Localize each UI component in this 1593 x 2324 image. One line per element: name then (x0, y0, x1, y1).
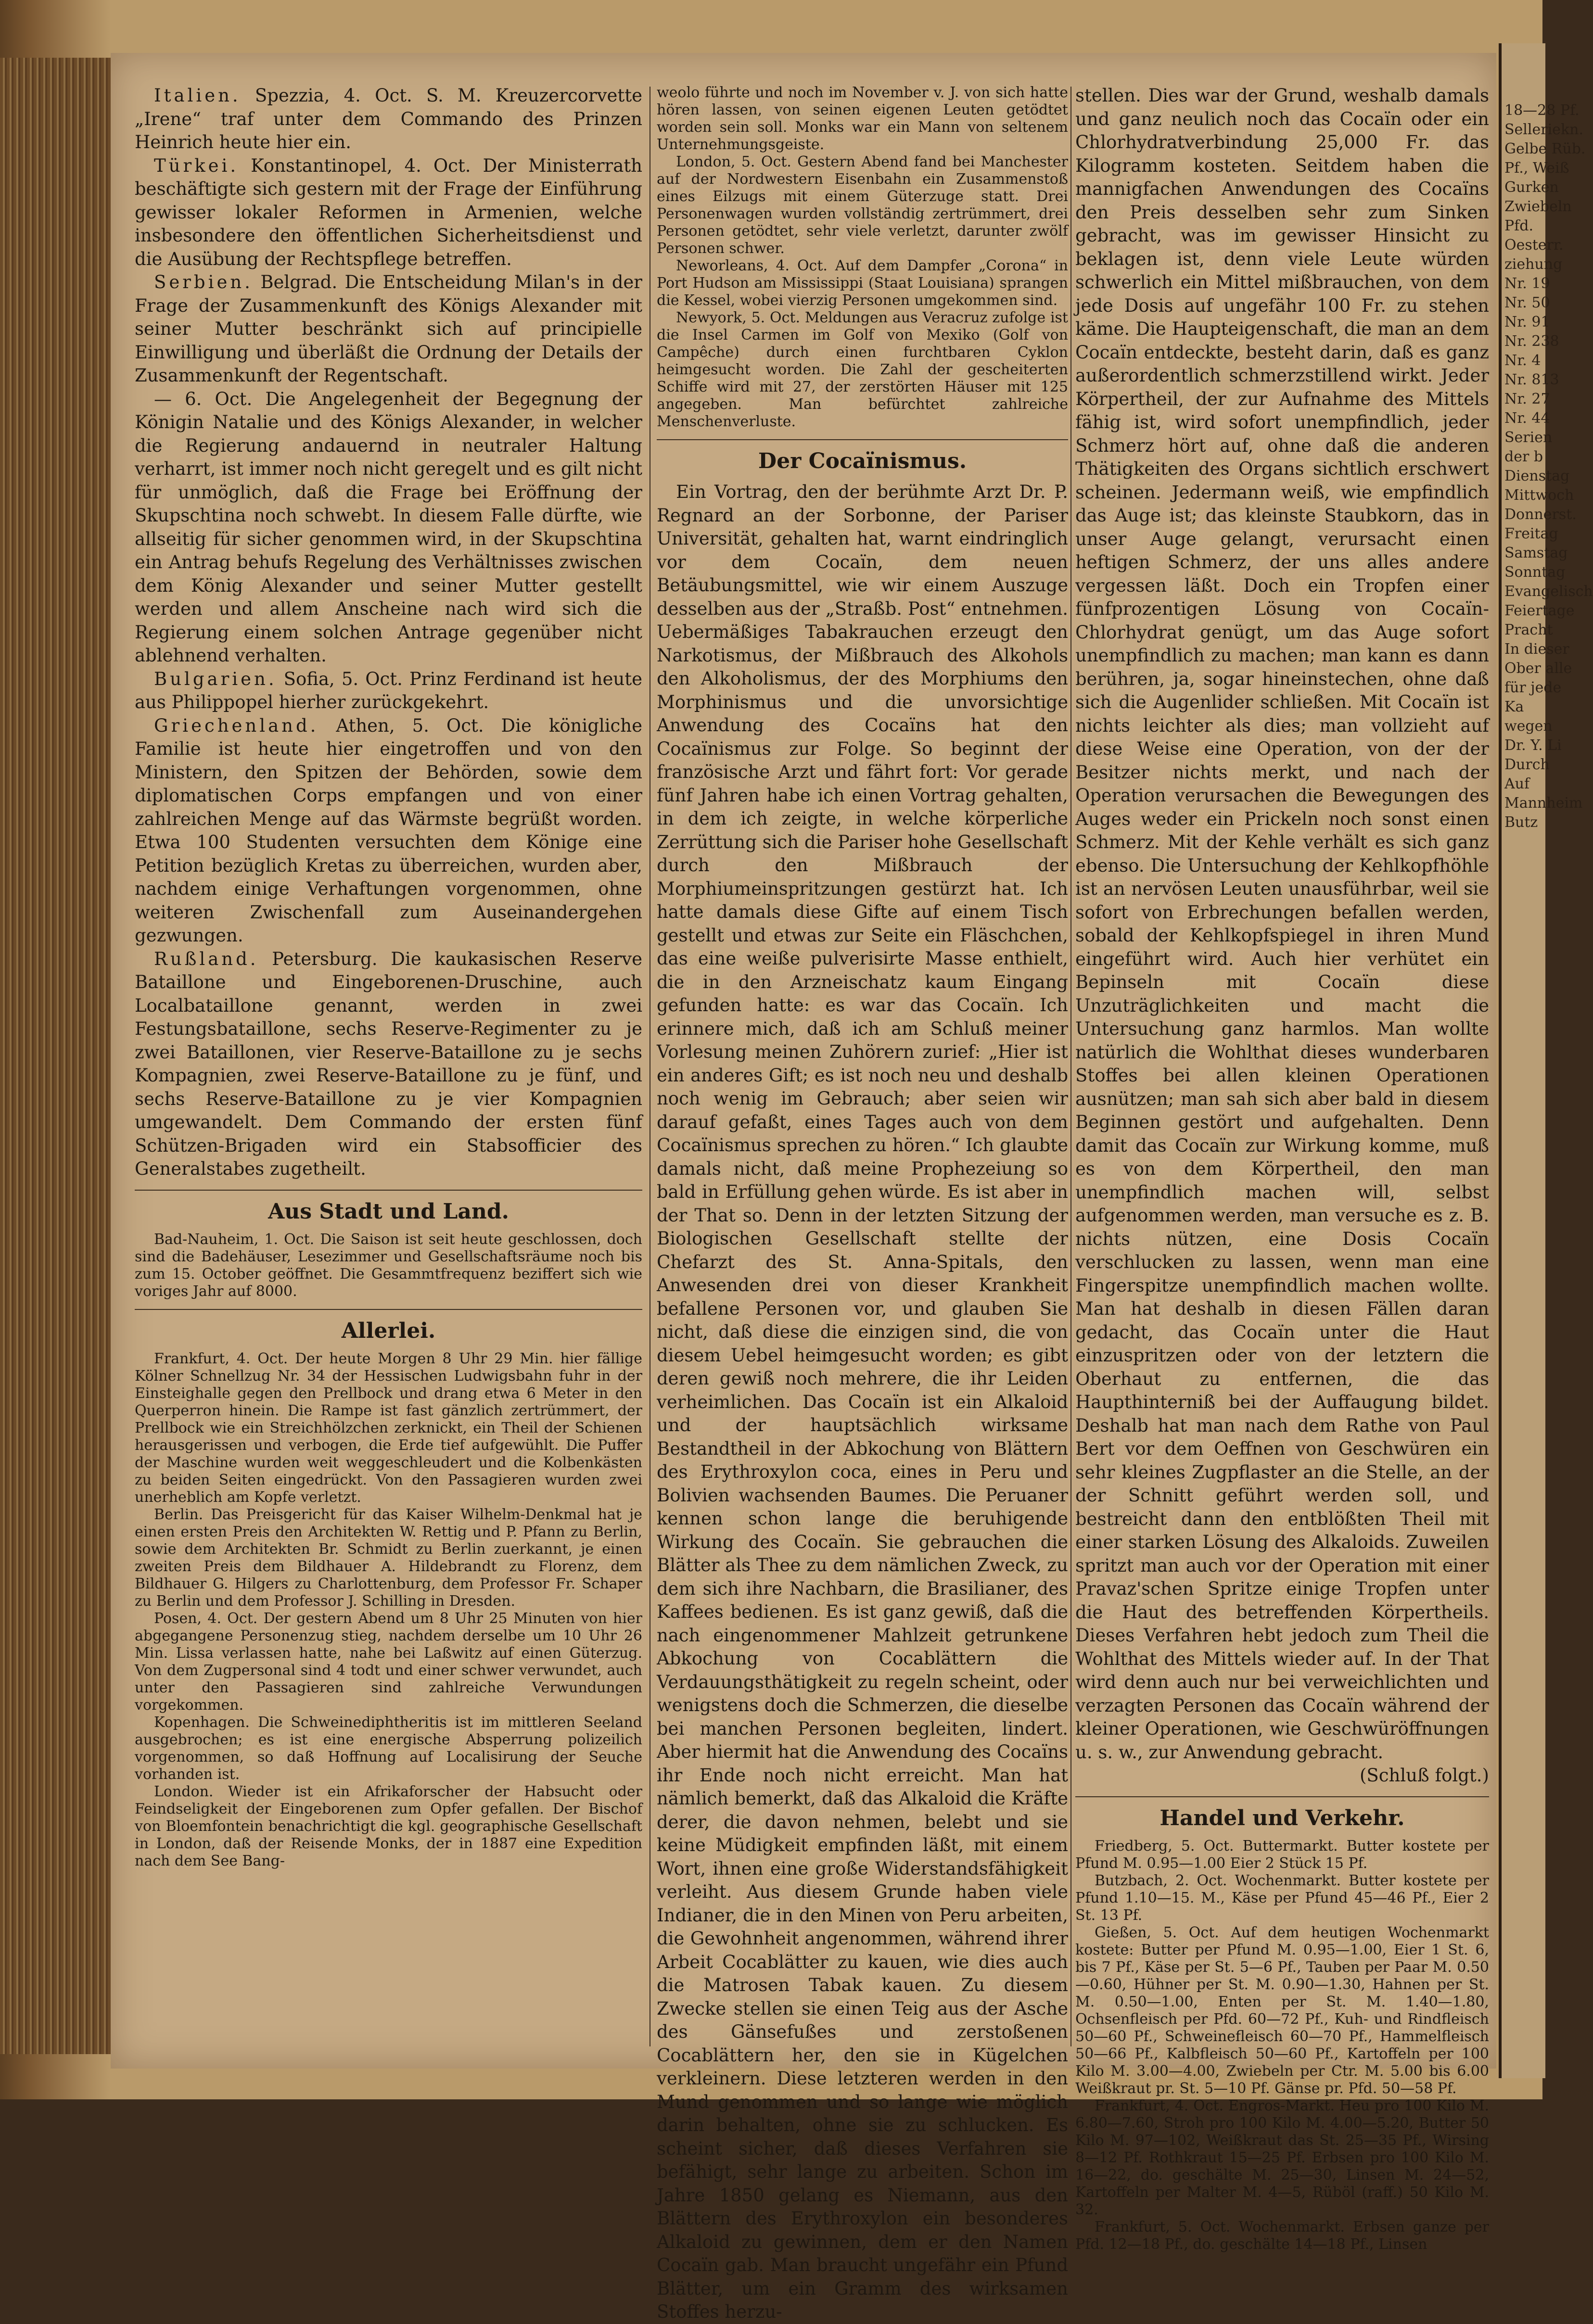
handel-items (1075, 1838, 1489, 2253)
margin-fragment: Serien (1504, 429, 1553, 446)
news-country: Serbien. (154, 272, 253, 292)
margin-fragment: In dieser (1504, 641, 1569, 658)
allerlei-item: London. Wieder ist ein Afrikaforscher der Habsucht oder Feindseligkeit der Eingeborenen zum Opfer gefallen. Der Bischof von Bloemfontein benachrichtigt die kgl. geographische Gesellschaft in London, daß der Reisende Monks, der in 1887 eine Expedition nach dem See Bang- (135, 1783, 642, 1869)
market-report: Butzbach, 2. Oct. Wochenmarkt. Butter kostete per Pfund 1.10—15. M., Käse per Pfund 45—46 Pf., Eier 2 St. 13 Pf. (1075, 1872, 1489, 1924)
allerlei-item: Berlin. Das Preisgericht für das Kaiser Wilhelm-Denkmal hat je einen ersten Preis den Architekten W. Rettig und P. Pfann zu Berlin, sowie dem Architekten Br. Schmidt zu Berlin zuerkannt, je einen zweiten Preis dem Bildhauer A. Hildebrandt zu Florenz, dem Bildhauer G. Hilgers zu Charlottenburg, dem Professor Fr. Schaper zu Berlin und dem Professor J. Schilling in Dresden. (135, 1506, 642, 1610)
news-item: Neworleans, 4. Oct. Auf dem Dampfer „Corona“ in Port Hudson am Mississippi (Staat Louisiana) sprangen die Kessel, wobei vierzig Personen umgekommen sind. (657, 257, 1068, 309)
margin-fragment: Feiertage (1504, 602, 1575, 619)
margin-fragment: Donnerst. (1504, 506, 1577, 523)
margin-fragment: Nr. 813 (1504, 371, 1559, 388)
margin-fragment: Ka (1504, 698, 1524, 715)
margin-fragment: Mittwoch (1504, 487, 1574, 504)
market-report: Frankfurt, 5. Oct. Wochenmarkt. Erbsen ganze per Pfd. 12—18 Pf., do. geschälte 14—18 Pf., Linsen (1075, 2218, 1489, 2253)
news-item: Newyork, 5. Oct. Meldungen aus Veracruz zufolge ist die Insel Carmen im Golf von Mexiko (Golf von Campêche) durch einen furchtbaren Cyklon heimgesucht worden. Die Zahl der gescheiterten Schiffe wird mit 27, der zerstörten Häuser mit 125 angegeben. Man befürchtet zahlreiche Menschenverluste. (657, 309, 1068, 430)
news-text: Sofia, 5. Oct. Prinz Ferdinand ist heute aus Philippopel hierher zurückgekehrt. (135, 668, 642, 712)
market-report: Friedberg, 5. Oct. Buttermarkt. Butter kostete per Pfund M. 0.95—1.00 Eier 2 Stück 15 Pf. (1075, 1837, 1489, 1872)
news-text: Athen, 5. Oct. Die königliche Familie ist heute hier eingetroffen und von den Ministern, den Spitzen der Behörden, sowie dem diplomatischen Corps empfangen und von einer zahlreichen Menge auf das Wärmste begrüßt worden. Etwa 100 Studenten versuchten dem Könige eine Petition bezüglich Kretas zu überreichen, wurden aber, nachdem einige Verhaftungen vorgenommen, ohne weiteren Zwischenfall zum Auseinandergehen gezwungen. (135, 715, 643, 946)
news-country: Bulgarien. (154, 668, 277, 689)
book-binding-edge (0, 58, 115, 2054)
news-text: — 6. Oct. Die Angelegenheit der Begegnung der Königin Natalie und des Königs Alexander, in welcher die Regierung andauernd in neutraler Haltung verharrt, ist immer noch nicht geregelt und es gilt nicht für unmöglich, daß die Frage bei Eröffnung der Skupschtina noch schwebt. In diesem Falle dürfte, wie allseitig für sicher genommen wird, in der Skupschtina ein Antrag behufs Regelung des Verhältnisses zwischen dem König Alexander und seiner Mutter gestellt werden und allem Anscheine nach wird sich die Regierung einem solchen Antrage gegenüber nicht ablehnend verhalten. (135, 388, 642, 666)
left-column (135, 84, 642, 2051)
news-item (135, 668, 642, 714)
news-item (135, 154, 642, 271)
article-heading: Der Cocaïnismus. (758, 449, 967, 473)
margin-fragment: Nr. 27 (1504, 391, 1550, 407)
section-divider (135, 1309, 642, 1310)
article-end-note: (Schluß folgt.) (1359, 1765, 1489, 1786)
allerlei-item: Kopenhagen. Die Schweinediphtheritis ist im mittleren Seeland ausgebrochen; es ist eine energische Absperrung polizeilich vorgenommen, so daß Hoffnung auf Localisirung der Seuche vorhanden ist. (135, 1714, 642, 1783)
news-country: Türkei. (154, 155, 239, 176)
margin-fragment: Nr. 91 (1504, 314, 1550, 330)
margin-fragment: 18—28 Pf. (1504, 102, 1580, 119)
adjacent-page-strip (1499, 43, 1593, 2078)
margin-fragment: Pracht (1504, 622, 1553, 638)
margin-fragment: Dienstag (1504, 468, 1570, 484)
margin-fragment: Nr. 44 (1504, 410, 1550, 427)
allerlei-item: Posen, 4. Oct. Der gestern Abend um 8 Uhr 25 Minuten von hier abgegangene Personenzug stieg, nachdem derselbe um 10 Uhr 26 Min. Lissa verlassen hatte, nahe bei Laßwitz auf einen Güterzug. Von dem Zugpersonal sind 4 todt und einer schwer verwundet, auch unter den Passagieren sind zahlreiche Verwundungen vorgekommen. (135, 1610, 642, 1714)
margin-fragment: Pfd. (1504, 217, 1534, 234)
foreign-news (135, 84, 642, 1181)
margin-fragment: Durch (1504, 756, 1550, 773)
section-divider (1075, 1796, 1489, 1797)
news-item (135, 714, 642, 948)
margin-fragment: Nr. 238 (1504, 333, 1559, 350)
aus-stadt-heading: Aus Stadt und Land. (268, 1199, 509, 1224)
margin-fragment: Zwiebeln (1504, 198, 1572, 215)
margin-fragment: Selleriekn. (1504, 121, 1583, 138)
right-column (1075, 84, 1489, 2253)
section-divider (657, 439, 1068, 440)
margin-fragment: Freitag (1504, 525, 1558, 542)
allerlei-continued (657, 84, 1068, 431)
margin-fragment: Butz (1504, 814, 1538, 831)
margin-fragment: ziehung (1504, 256, 1563, 273)
article-body: Ein Vortrag, den der berühmte Arzt Dr. P. Regnard an der Sorbonne, der Pariser Universität, gehalten hat, warnt eindringlich vor dem Cocaïn, dem neuen Betäubungsmittel, wie wir einem Auszuge desselben aus der „Straßb. Post“ entnehmen. Uebermäßiges Tabakrauchen erzeugt den Narkotismus, der Mißbrauch des Alkohols den Alkoholismus, der des Morphiums den Morphinismus und die unvorsichtige Anwendung des Cocaïns hat den Cocaïnismus zur Folge. So beginnt der französische Arzt und fährt fort: Vor gerade fünf Jahren habe ich einen Vortrag gehalten, in dem ich zeigte, in welche körperliche Zerrüttung sich die Pariser hohe Gesellschaft durch den Mißbrauch der Morphiumeinspritzungen gestürzt hat. Ich hatte damals diese Gifte auf einem Tisch gestellt und etwas zur Seite ein Fläschchen, das eine weiße pulverisirte Masse enthielt, die in den Arzneischatz kaum Eingang gefunden hatte: es war das Cocaïn. Ich erinnere mich, daß ich am Schluß meiner Vorlesung meinen Zuhörern zurief: „Hier ist ein anderes Gift; es ist noch neu und deshalb noch wenig im Gebrauch; aber seien wir darauf gefaßt, eines Tages auch von dem Cocaïnismus sprechen zu hören.“ Ich glaubte damals nicht, daß meine Prophezeiung so bald in Erfüllung gehen würde. Es ist aber in der That so. Denn in der letzten Sitzung der Biologischen Gesellschaft stellte der Chefarzt des St. Anna-Spitals, den Anwesenden drei von dieser Krankheit befallene Personen vor, und glauben Sie nicht, daß diese die einzigen sind, die von diesem Uebel heimgesucht worden; es gibt deren gewiß noch mehrere, die ihr Leiden verheimlichen. Das Cocaïn ist ein Alkaloid und der hauptsächlich wirksame Bestandtheil in der Abkochung von Blättern des Erythroxylon coca, eines in Peru und Bolivien wachsenden Baumes. Die Peruaner kennen schon lange die beruhigende Wirkung des Cocaïn. Sie gebrauchen die Blätter als Thee zu dem nämlichen Zweck, zu dem sich ihre Nachbarn, die Brasilianer, des Kaffees bedienen. Es ist ganz gewiß, daß die nach eingenommener Mahlzeit getrunkene Abkochung von Cocablättern die Verdauungsthätigkeit zu regeln scheint, oder wenigstens doch die Schmerzen, die dieselbe bei manchen Personen begleiten, lindert. Aber hiermit hat die Anwendung des Cocaïns ihr Ende noch nicht erreicht. Man hat nämlich bemerkt, daß das Alkaloid die Kräfte derer, die davon nehmen, belebt und sie keine Müdigkeit empfinden läßt, mit einem Wort, ihnen eine große Widerstandsfähigkeit verleiht. Aus diesem Grunde haben viele Indianer, die in den Minen von Peru arbeiten, die Gewohnheit angenommen, während ihrer Arbeit Cocablätter zu kauen, wie dies auch die Matrosen Tabak kauen. Zu diesem Zwecke stellen sie einen Teig aus der Asche des Gänsefußes und zerstoßenen Cocablättern her, den sie in Kügelchen verkleinern. Diese letzteren werden in den Mund genommen und so lange wie möglich darin behalten, ohne sie zu schlucken. Es scheint sicher, daß dieses Verfahren sie befähigt, sehr lange zu arbeiten. Schon im Jahre 1850 gelang es Niemann, aus den Blättern des Erythroxylon ein besonderes Alkaloid zu gewinnen, dem er den Namen Cocaïn gab. Man braucht ungefähr ein Pfund Blätter, um ein Gramm des wirksamen Stoffes herzu- (657, 482, 1068, 2322)
allerlei-heading: Allerlei. (341, 1318, 436, 1343)
news-item (135, 948, 642, 1181)
margin-fragment: Pf., Weiß (1504, 160, 1569, 177)
margin-fragment: Sonntag (1504, 564, 1566, 581)
allerlei-item: Frankfurt, 4. Oct. Der heute Morgen 8 Uhr 29 Min. hier fällige Kölner Schnellzug Nr. 34 der Hessischen Ludwigsbahn fuhr in der Einsteighalle gegen den Prellbock und drang etwa 6 Meter in den Querperron hinein. Die Rampe ist fast gänzlich zertrümmert, der Prellbock wie ein Streichhölzchen zerknickt, ein Theil der Schienen herausgerissen und verbogen, die Erde tief aufgewühlt. Die Puffer der Maschine wurden weit weggeschleudert und die Kolbenkästen zu beiden Seiten eingedrückt. Von den Passagieren wurden zwei unerheblich am Kopfe verletzt. (135, 1350, 642, 1506)
news-country: Griechenland. (154, 715, 319, 736)
margin-fragment: Auf (1504, 775, 1530, 792)
news-text: Belgrad. Die Entscheidung Milan's in der Frage der Zusammenkunft des Königs Alexander mit seiner Mutter beschränkt sich auf principielle Einwilligung und überläßt die Ordnung der Details der Zusammenkunft der Regentschaft. (135, 272, 642, 386)
margin-fragment: Oesterr. (1504, 237, 1564, 254)
news-text: Konstantinopel, 4. Oct. Der Ministerrath beschäftigte sich gestern mit der Frage der Einführung gewisser lokaler Reformen in Armenien, welche insbesondere den öffentlichen Sicherheitsdienst und die Ausübung der Rechtspflege betreffen. (135, 155, 642, 269)
margin-fragment: Gelbe Rüb. (1504, 140, 1586, 157)
news-country: Italien. (154, 85, 241, 106)
news-item: London, 5. Oct. Gestern Abend fand bei Manchester auf der Nordwestern Eisenbahn ein Zusammenstoß eines Eilzugs mit einem Güterzuge statt. Drei Personenwagen wurden vollständig zertrümmert, drei Personen getödtet, sehr viele verletzt, darunter zwölf Personen schwer. (657, 153, 1068, 257)
margin-fragment: Gurken (1504, 179, 1559, 196)
news-item (135, 84, 642, 154)
adjacent-page-fragments (1502, 43, 1593, 832)
allerlei-items (135, 1350, 642, 1870)
margin-fragment: Evangelisch (1504, 583, 1593, 600)
column-rule-right (1070, 87, 1071, 2046)
article-continued: stellen. Dies war der Grund, weshalb damals und ganz neulich noch das Cocaïn oder ein Chlorhydratverbindung 25,000 Fr. das Kilogramm kosteten. Seitdem haben die mannigfachen Anwendungen des Cocaïns den Preis desselben sehr zum Sinken gebracht, was im gewisser Hinsicht zu beklagen ist, denn viele Leute würden schwerlich ein Mittel mißbrauchen, von dem jede Dosis auf ungefähr 100 Fr. zu stehen käme. Die Haupteigenschaft, die man an dem Cocaïn entdeckte, besteht darin, daß es ganz außerordentlich schmerzstillend wirkt. Jeder Körpertheil, der zur Aufnahme des Mittels fähig ist, wird sofort unempfindlich, jeder Schmerz hört auf, ohne daß die anderen Thätigkeiten des Organs sichtlich erschwert scheinen. Jedermann weiß, wie empfindlich das Auge ist; das kleinste Staubkorn, das in unser Auge gelangt, verursacht einen heftigen Schmerz, der uns alles andere vergessen läßt. Doch ein Tropfen einer fünfprozentigen Lösung von Cocaïn-Chlorhydrat genügt, um das Auge sofort unempfindlich zu machen; man kann es dann berühren, ja, sogar hineinstechen, ohne daß sich die Augenlider schließen. Mit Cocaïn ist nichts leichter als dies; man vollzieht auf diese Weise eine Operation, von der der Besitzer nichts merkt, und nach der Operation verursachen die Bewegungen des Auges weder ein Prickeln noch sonst einen Schmerz. Mit der Kehle verhält es sich ganz ebenso. Die Untersuchung der Kehlkopfhöhle ist an nervösen Leuten unausführbar, weil sie sofort von Erbrechungen befallen werden, sobald der Kehlkopfspiegel in ihren Mund eingeführt wird. Auch hier verhütet ein Bepinseln mit Cocaïn diese Unzuträglichkeiten und macht die Untersuchung ganz harmlos. Man wollte natürlich die Wohlthat dieses wunderbaren Stoffes bei allen kleinen Operationen ausnützen; man sah sich aber bald in diesem Beginnen gestört und aufgehalten. Denn damit das Cocaïn zur Wirkung komme, muß es von dem Körpertheil, den man unempfindlich machen will, selbst aufgenommen werden, man versuche es z. B. nichts nützen, eine Dosis Cocaïn verschlucken zu lassen, wenn man eine Fingerspitze unempfindlich machen wollte. Man hat deshalb in diesen Fällen daran gedacht, das Cocaïn unter die Haut einzuspritzen oder von der letztern die Oberhaut zu entfernen, die das Haupthinterniß bei der Auffaugung bildet. Deshalb hat man nach dem Rathe von Paul Bert vor dem Oeffnen von Geschwüren ein sehr kleines Zugpflaster an die Stelle, an der der Schnitt geführt werden soll, und bestreicht dann den entblößten Theil mit einer starken Lösung des Alkaloids. Zuweilen spritzt man auch vor der Operation mit einer Pravaz'schen Spritze einige Tropfen unter die Haut des betreffenden Körpertheils. Dieses Verfahren hebt jedoch zum Theil die Wohlthat des Mittels wieder auf. In der That wird denn auch nur bei verweichlichten und verzagten Personen das Cocaïn während der kleiner Operationen, wie Geschwüröffnungen u. s. w., zur Anwendung gebracht. (1075, 85, 1489, 1763)
margin-fragment: Mannheim (1504, 795, 1583, 812)
margin-fragment: Dr. Y. Li (1504, 737, 1562, 754)
news-text: Spezzia, 4. Oct. S. M. Kreuzercorvette „Irene“ traf unter dem Commando des Prinzen Heinrich heute hier ein. (135, 85, 642, 152)
aus-stadt-text: Bad-Nauheim, 1. Oct. Die Saison ist seit heute geschlossen, doch sind die Badehäuser, Lesezimmer und Gesellschaftsräume noch bis zum 15. October geöffnet. Die Gesammtfrequenz beziffert sich wie voriges Jahr auf 8000. (135, 1231, 642, 1300)
news-item: weolo führte und noch im November v. J. von sich hatte hören lassen, von seinen eigenen Leuten getödtet worden sein soll. Monks war ein Mann von seltenem Unternehmungsgeiste. (657, 84, 1068, 153)
section-divider (135, 1190, 642, 1191)
margin-fragment: Nr. 19 (1504, 275, 1550, 292)
handel-heading: Handel und Verkehr. (1160, 1805, 1405, 1830)
margin-fragment: der b (1504, 448, 1543, 465)
margin-fragment: für jede (1504, 679, 1562, 696)
margin-fragment: Nr. 4 (1504, 352, 1541, 369)
middle-column (657, 84, 1068, 2322)
margin-fragment: Samstag (1504, 545, 1568, 561)
margin-fragment: wegen (1504, 718, 1553, 735)
margin-fragment: Ober alle (1504, 660, 1572, 677)
market-report: Frankfurt, 4. Oct. Engros-Markt. Heu pro 100 Kilo M. 6.80—7.60, Stroh pro 100 Kilo M. 4.00—5.20, Butter 50 Kilo M. 97—102, Weißkraut das St. 25—35 Pf., Wirsing 8—12 Pf. Rothkraut 15—25 Pf. Erbsen pro 100 Kilo M. 16—22, do. geschälte M. 25—30, Linsen M. 24—52, Kartoffeln per Malter M. 4—5, Rüböl (raff.) 50 Kilo M. 32. (1075, 2097, 1489, 2218)
market-report: Gießen, 5. Oct. Auf dem heutigen Wochenmarkt kostete: Butter per Pfund M. 0.95—1.00, Eier 1 St. 6, bis 7 Pf., Käse per St. 5—6 Pf., Tauben per Paar M. 0.50—0.60, Hühner per St. M. 0.90—1.30, Hahnen per St. M. 0.50—1.00, Enten per St. M. 1.40—1.80, Ochsenfleisch per Pfd. 60—72 Pf., Kuh- und Rindfleisch 50—60 Pf., Schweinefleisch 60—70 Pf., Hammelfleisch 50—66 Pf., Kalbfleisch 50—60 Pf., Kartoffeln per 100 Kilo M. 3.00—4.00, Zwiebeln per Ctr. M. 5.00 bis 6.00 Weißkraut pr. St. 5—10 Pf. Gänse pr. Pfd. 50—58 Pf. (1075, 1924, 1489, 2097)
news-text: Petersburg. Die kaukasischen Reserve Bataillone und Eingeborenen-Druschine, auch Localbataillone genannt, werden in zwei Festungsbataillone, sechs Reserve-Regimenter zu je zwei Bataillonen, vier Reserve-Bataillone zu je sechs Kompagnien, zwei Reserve-Bataillone zu je fünf, und sechs Reserve-Bataillone zu je vier Kompagnien umgewandelt. Dem Commando der ersten fünf Schützen-Brigaden wird ein Stabsofficier des Generalstabes zugetheilt. (135, 948, 642, 1179)
news-country: Rußland. (154, 948, 259, 969)
news-item (135, 388, 642, 668)
news-item (135, 271, 642, 388)
margin-fragment: Nr. 50 (1504, 294, 1550, 311)
